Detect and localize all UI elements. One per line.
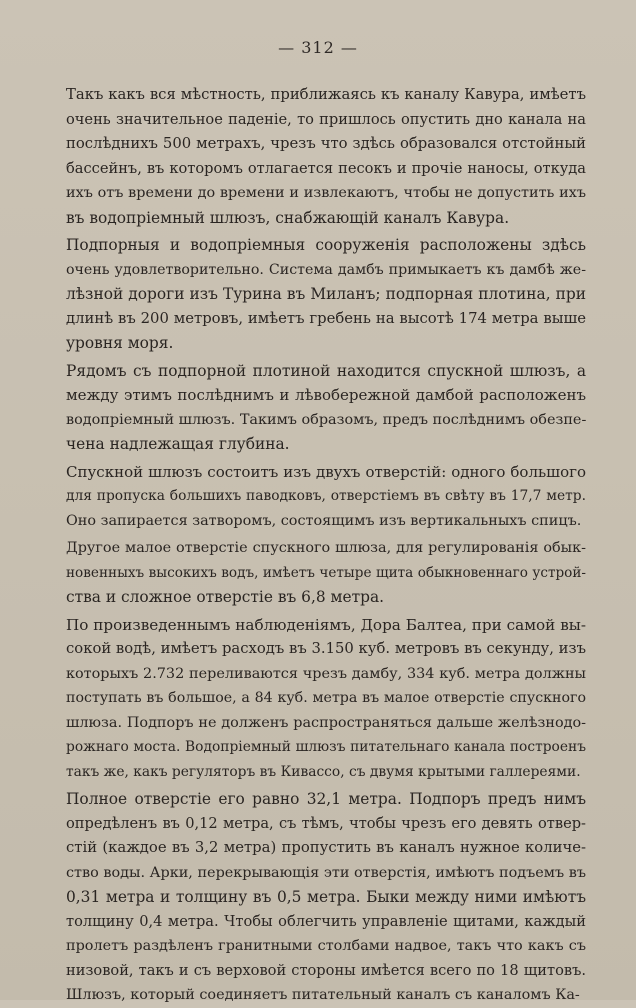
text-line: которыхъ 2.732 переливаются чрезъ дамбу, 334 куб. метра должны xyxy=(66,665,586,682)
text-line: для пропуска большихъ паводковъ, отверстіемъ въ свѣту въ 17,7 метр. xyxy=(66,488,586,504)
text-line: между этимъ послѣднимъ и лѣвобережной дамбой расположенъ xyxy=(66,386,586,404)
text-line: стій (каждое въ 3,2 метра) пропустить въ каналъ нужное количе- xyxy=(66,839,586,856)
paragraph xyxy=(66,787,586,1008)
text-line: Оно запирается затворомъ, состоящимъ изъ вертикальныхъ спицъ. xyxy=(66,512,582,529)
text-line: Подпорныя и водопріемныя сооруженія расположены здѣсь xyxy=(66,236,586,254)
paragraph xyxy=(66,83,586,230)
text-line: очень удовлетворительно. Система дамбъ примыкаетъ къ дамбѣ же- xyxy=(66,261,586,278)
text-line: По произведеннымъ наблюденіямъ, Дора Балтеа, при самой вы- xyxy=(66,615,586,634)
text-line: такъ же, какъ регуляторъ въ Кивассо, съ двумя крытыми галлереями. xyxy=(66,763,581,780)
text-line: 0,31 метра и толщину въ 0,5 метра. Быки между ними имѣютъ xyxy=(66,888,586,906)
text-line: Рядомъ съ подпорной плотиной находится спускной шлюзъ, а xyxy=(66,361,586,380)
text-line: Спускной шлюзъ состоитъ изъ двухъ отверстій: одного большого xyxy=(66,462,586,481)
text-line: сокой водѣ, имѣетъ расходъ въ 3.150 куб. метровъ въ секунду, изъ xyxy=(66,640,586,657)
page-number: — 312 — xyxy=(278,38,358,57)
paragraph xyxy=(66,460,586,534)
text-line: бассейнъ, въ которомъ отлагается песокъ и прочіе наносы, откуда xyxy=(66,159,586,177)
text-line: пролетъ раздѣленъ гранитными столбами надвое, такъ что какъ съ xyxy=(66,938,586,954)
text-line: послѣднихъ 500 метрахъ, чрезъ что здѣсь образовался отстойный xyxy=(66,135,586,152)
text-line: низовой, такъ и съ верховой стороны имѣется всего по 18 щитовъ. xyxy=(66,961,586,979)
body-text xyxy=(66,83,586,1008)
text-line: водопріемный шлюзъ. Такимъ образомъ, предъ послѣднимъ обезпе- xyxy=(66,411,587,428)
text-line: лѣзной дороги изъ Турина въ Миланъ; подпорная плотина, при xyxy=(66,285,586,303)
paragraph xyxy=(66,233,586,356)
text-line: Полное отверстіе его равно 32,1 метра. Подпоръ предъ нимъ xyxy=(66,790,586,808)
text-line: новенныхъ высокихъ водъ, имѣетъ четыре щита обыкновеннаго устрой- xyxy=(66,564,586,581)
text-line: очень значительное паденіе, то пришлось опустить дно канала на xyxy=(66,110,586,128)
text-line: толщину 0,4 метра. Чтобы облегчить управленіе щитами, каждый xyxy=(66,912,586,930)
text-line: ства и сложное отверстіе въ 6,8 метра. xyxy=(66,588,385,606)
text-line: рожнаго моста. Водопріемный шлюзъ питательнаго канала построенъ xyxy=(66,739,586,755)
text-line: чена надлежащая глубина. xyxy=(66,435,290,453)
text-line: ихъ отъ времени до времени и извлекаютъ, чтобы не допустить ихъ xyxy=(66,185,586,201)
paragraph xyxy=(66,359,586,457)
text-line: поступать въ большое, а 84 куб. метра въ малое отверстіе спускного xyxy=(66,690,586,706)
text-line: шлюза. Подпоръ не долженъ распространяться дальше желѣзнодо- xyxy=(66,714,586,731)
paragraph xyxy=(66,536,586,610)
text-line: ство воды. Арки, перекрывающія эти отверстія, имѣютъ подъемъ въ xyxy=(66,864,586,881)
text-line: уровня моря. xyxy=(66,334,174,352)
paragraph xyxy=(66,613,586,785)
text-line: Такъ какъ вся мѣстность, приближаясь къ каналу Кавура, имѣетъ xyxy=(66,86,586,103)
text-line: длинѣ въ 200 метровъ, имѣетъ гребень на высотѣ 174 метра выше xyxy=(66,309,586,327)
text-line: Другое малое отверстіе спускного шлюза, для регулированія обык- xyxy=(66,540,586,556)
text-line: опредѣленъ въ 0,12 метра, съ тѣмъ, чтобы чрезъ его девять отвер- xyxy=(66,814,586,832)
text-line: Шлюзъ, который соединяетъ питательный каналъ съ каналомъ Ка- xyxy=(66,987,580,1003)
text-line: въ водопріемный шлюзъ, снабжающій каналъ Кавура. xyxy=(66,208,510,227)
